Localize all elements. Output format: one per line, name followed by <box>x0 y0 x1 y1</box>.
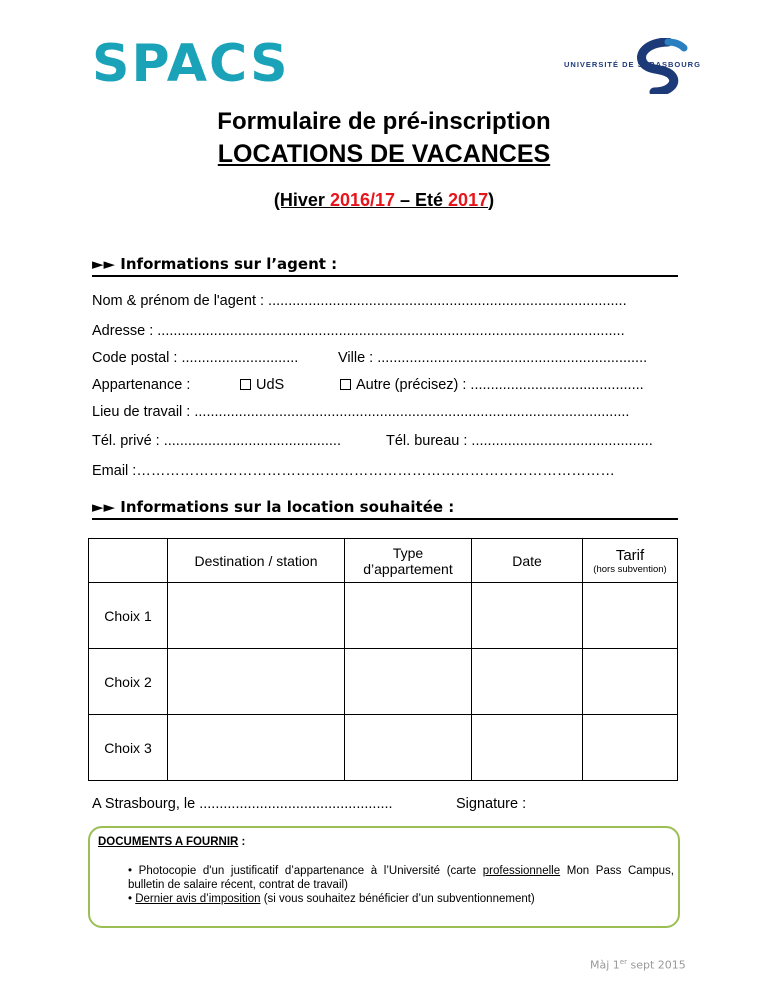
uds-checkbox[interactable] <box>240 379 251 390</box>
university-strasbourg: STRASBOURG <box>637 60 701 69</box>
period-summer: 2017 <box>448 190 489 210</box>
document-item-proof <box>128 864 674 892</box>
table-row <box>89 715 678 781</box>
col-tarif-label: Tarif <box>615 546 645 564</box>
documents-heading <box>98 836 245 848</box>
uds-option[interactable] <box>240 377 284 393</box>
university-name <box>564 60 701 69</box>
workplace-field[interactable]: Lieu de travail : ............................................................................................................ <box>92 404 630 420</box>
tarif-cell[interactable] <box>583 715 678 781</box>
period-open: (Hiver <box>273 190 330 210</box>
col-type <box>345 539 472 583</box>
period-mid: – Eté <box>395 190 449 210</box>
rental-section-heading: ►► Informations sur la location souhaitée : <box>92 498 678 520</box>
doc-item1-b: Mon Pass Campus, bulletin de salaire récent, contrat de travail) <box>128 865 675 891</box>
place-date-field[interactable]: A Strasbourg, le ................................................ <box>92 796 393 812</box>
row-label: Choix 3 <box>89 715 168 781</box>
col-type-line2: d’appartement <box>363 560 453 577</box>
update-suffix: sept 2015 <box>626 958 686 972</box>
period-winter: 2016/17 <box>329 190 396 210</box>
table-row <box>89 649 678 715</box>
update-prefix: Màj 1 <box>590 958 620 972</box>
col-date: Date <box>472 539 583 583</box>
city-field[interactable]: Ville : ................................................................... <box>338 350 648 366</box>
agent-section-heading: ►► Informations sur l’agent : <box>92 255 678 277</box>
other-option[interactable] <box>340 377 644 393</box>
document-item-tax <box>128 892 674 906</box>
documents-list <box>128 864 674 906</box>
season-period <box>0 190 768 211</box>
rental-table <box>88 538 678 781</box>
doc-item1-a: • Photocopie d'un justificatif d’appartenance à l’Université (carte <box>128 865 483 877</box>
private-phone-field[interactable]: Tél. privé : ............................................ <box>92 433 341 449</box>
destination-cell[interactable] <box>168 715 345 781</box>
table-corner-cell <box>89 539 168 583</box>
destination-cell[interactable] <box>168 649 345 715</box>
doc-item1-ul: professionnelle <box>482 865 561 877</box>
type-cell[interactable] <box>345 649 472 715</box>
col-type-line1: Type <box>392 544 424 561</box>
update-sup: er <box>619 958 627 966</box>
doc-item2-rest: (si vous souhaitez bénéficier d’un subventionnement) <box>260 893 535 905</box>
university-prefix: UNIVERSITÉ DE <box>564 60 638 69</box>
date-cell[interactable] <box>472 649 583 715</box>
col-tarif-note: (hors subvention) <box>593 563 667 575</box>
tarif-cell[interactable] <box>583 649 678 715</box>
date-cell[interactable] <box>472 583 583 649</box>
row-label: Choix 2 <box>89 649 168 715</box>
col-tarif <box>583 539 678 583</box>
table-row <box>89 583 678 649</box>
update-date <box>590 958 686 972</box>
doc-item2-bullet: • <box>128 893 136 905</box>
form-title: Formulaire de pré-inscription <box>217 108 551 135</box>
type-cell[interactable] <box>345 715 472 781</box>
col-destination: Destination / station <box>168 539 345 583</box>
destination-cell[interactable] <box>168 583 345 649</box>
spacs-logo: SPACS <box>92 34 290 94</box>
membership-label: Appartenance : <box>92 377 191 393</box>
table-header-row <box>89 539 678 583</box>
office-phone-field[interactable]: Tél. bureau : ............................................. <box>386 433 653 449</box>
doc-item2-ul: Dernier avis d’imposition <box>135 893 261 905</box>
name-field[interactable]: Nom & prénom de l'agent : ......................................................................................... <box>92 293 627 309</box>
date-cell[interactable] <box>472 715 583 781</box>
email-field[interactable]: Email :……………………………………………………………………………………… <box>92 463 615 479</box>
documents-heading-suffix: : <box>238 836 246 848</box>
tarif-cell[interactable] <box>583 583 678 649</box>
type-cell[interactable] <box>345 583 472 649</box>
other-option-label: Autre (précisez) : ........................................... <box>356 377 644 393</box>
period-close: ) <box>488 190 495 210</box>
documents-heading-text: DOCUMENTS A FOURNIR <box>98 836 239 848</box>
uds-option-label: UdS <box>256 377 285 393</box>
other-checkbox[interactable] <box>340 379 351 390</box>
form-subtitle: LOCATIONS DE VACANCES <box>217 140 551 168</box>
row-label: Choix 1 <box>89 583 168 649</box>
address-field[interactable]: Adresse : .................................................................................................................... <box>92 323 625 339</box>
postal-code-field[interactable]: Code postal : ............................. <box>92 350 299 366</box>
signature-label: Signature : <box>456 796 527 812</box>
